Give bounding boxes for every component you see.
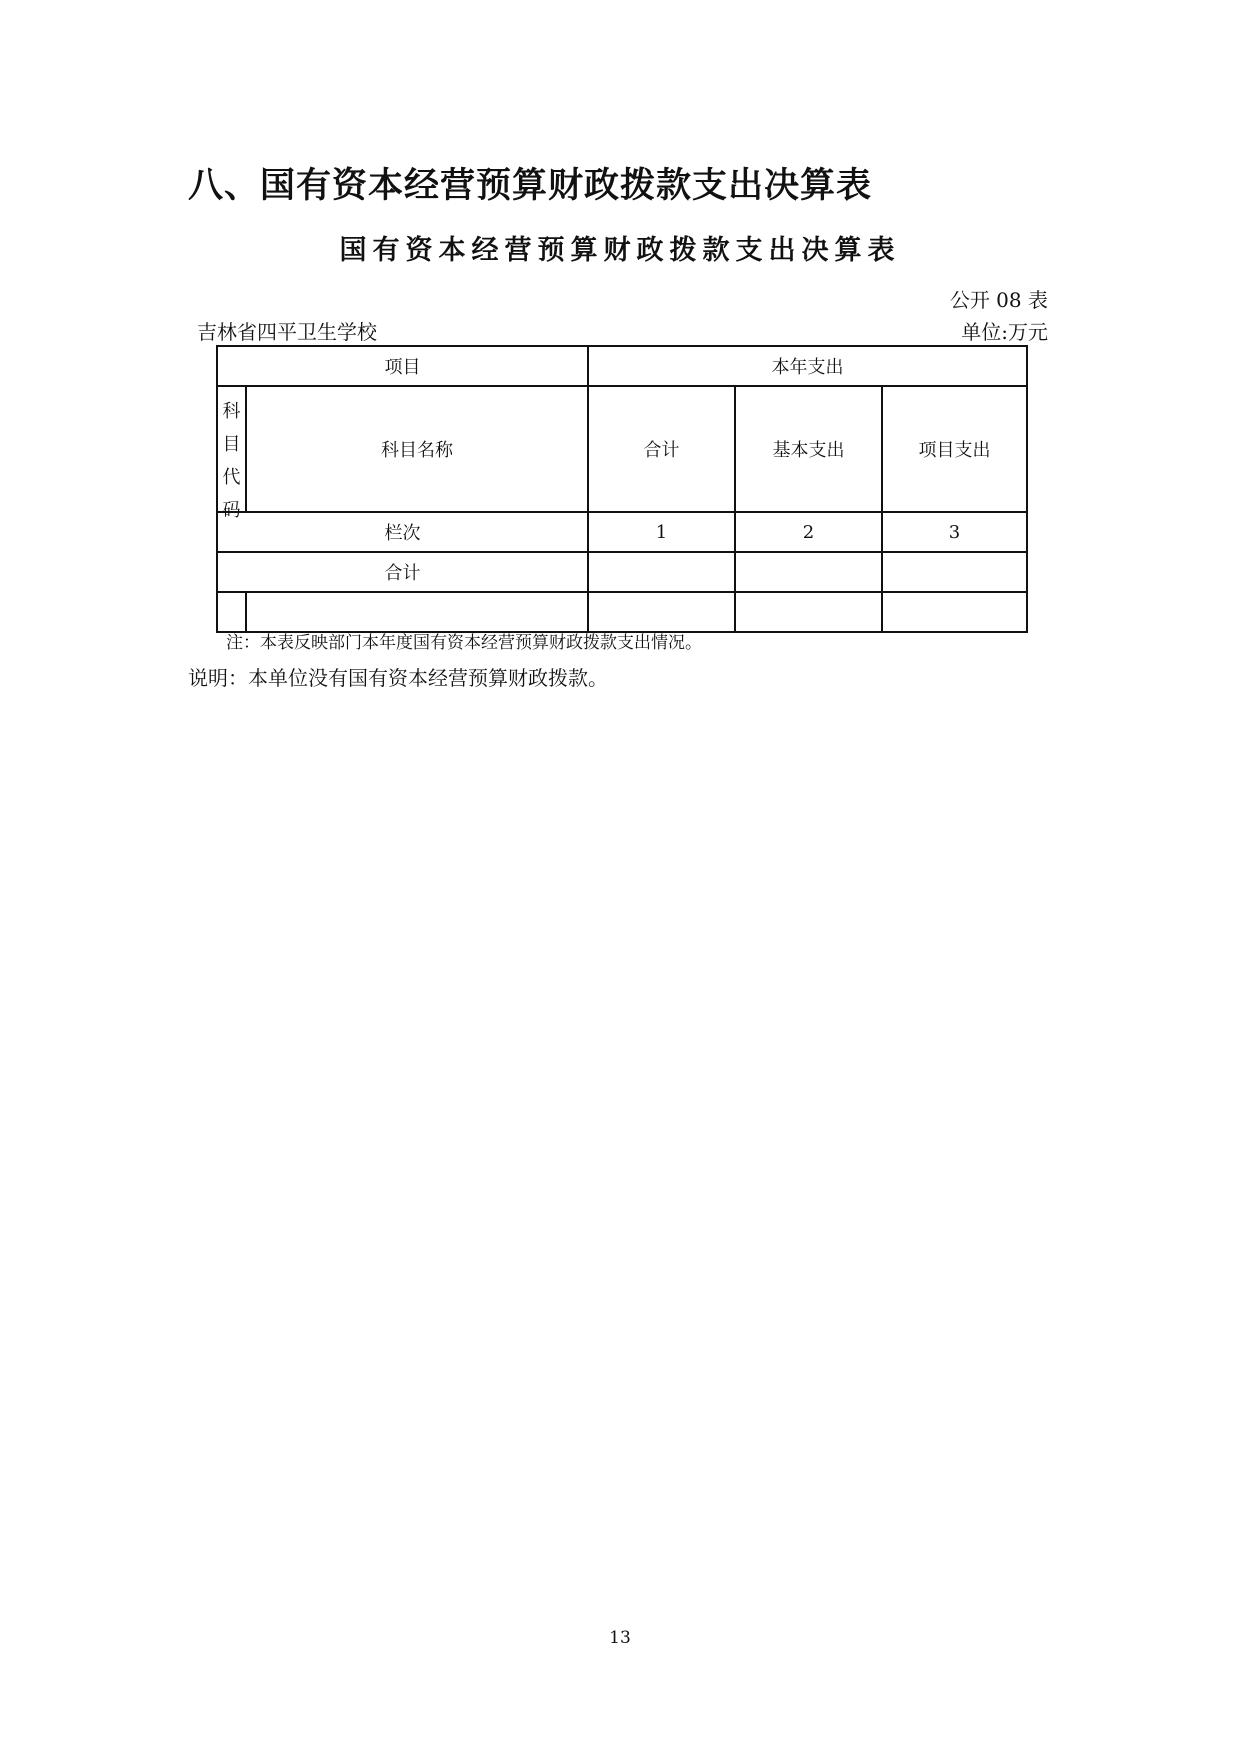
column-number-1: 1	[588, 512, 735, 552]
total-row-basic	[735, 552, 882, 592]
total-row-total	[588, 552, 735, 592]
total-row	[217, 552, 1027, 592]
column-number-row	[217, 512, 1027, 552]
total-header: 合计	[588, 386, 735, 512]
empty-project-cell	[882, 592, 1027, 632]
column-number-2: 2	[735, 512, 882, 552]
table-header-row	[217, 346, 1027, 386]
table-title: 国有资本经营预算财政拨款支出决算表	[339, 235, 901, 266]
column-number-label: 栏次	[217, 512, 588, 552]
project-expense-header: 项目支出	[882, 386, 1027, 512]
explanation: 说明：本单位没有国有资本经营预算财政拨款。	[188, 666, 608, 690]
empty-total-cell	[588, 592, 735, 632]
table-row	[217, 592, 1027, 632]
page-number: 13	[609, 1628, 631, 1648]
total-row-label: 合计	[217, 552, 588, 592]
empty-basic-cell	[735, 592, 882, 632]
subject-code-label: 科目代码	[222, 401, 241, 521]
empty-code-cell	[217, 592, 246, 632]
organization-name: 吉林省四平卫生学校	[197, 320, 377, 344]
subject-name-header: 科目名称	[246, 386, 588, 512]
header-current-year: 本年支出	[588, 346, 1027, 386]
subject-code-header	[217, 386, 246, 521]
unit-label: 单位:万元	[961, 320, 1048, 344]
header-item: 项目	[217, 346, 588, 386]
empty-name-cell	[246, 592, 588, 632]
column-number-3: 3	[882, 512, 1027, 552]
total-row-project	[882, 552, 1027, 592]
section-heading: 八、国有资本经营预算财政拨款支出决算表	[188, 166, 873, 206]
table-subheader-row	[217, 386, 1027, 512]
form-number: 公开 08 表	[949, 288, 1048, 312]
basic-expense-header: 基本支出	[735, 386, 882, 512]
budget-table	[216, 345, 1028, 633]
table-note: 注：本表反映部门本年度国有资本经营预算财政拨款支出情况。	[226, 633, 702, 653]
